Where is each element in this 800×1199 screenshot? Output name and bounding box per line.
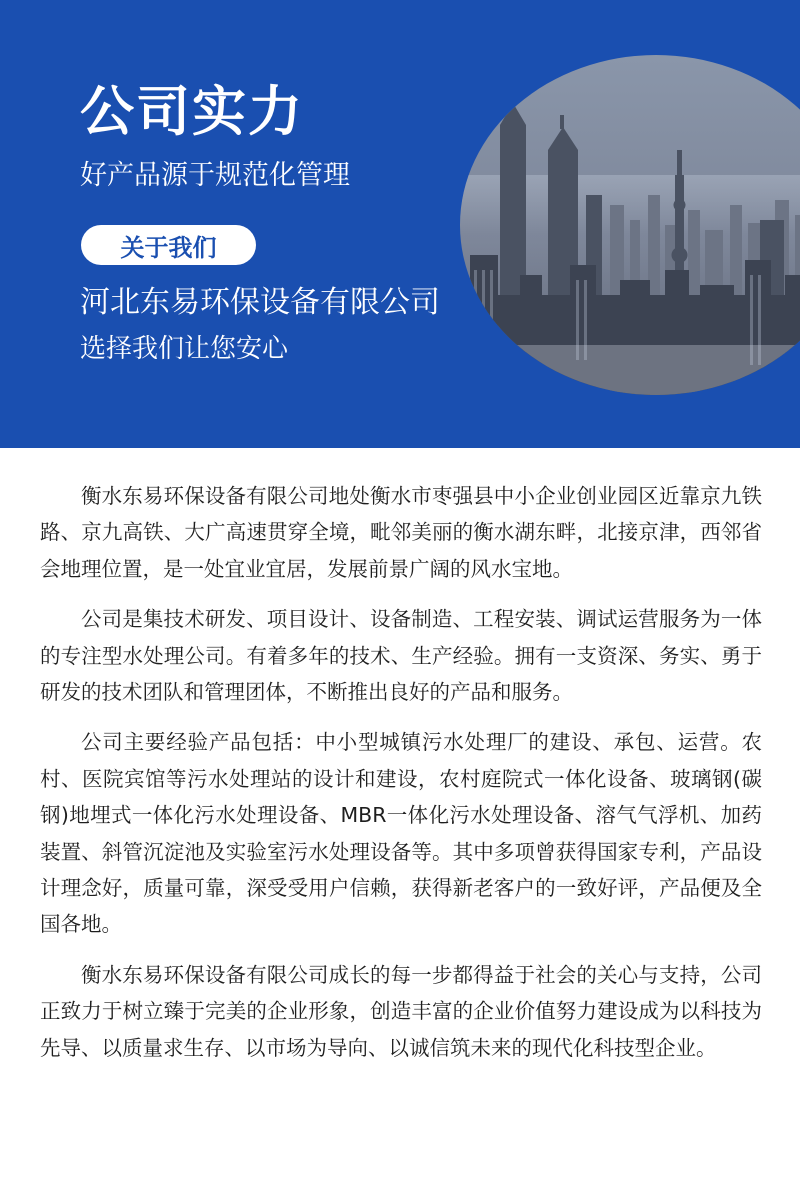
company-intro-content [40,478,762,1080]
intro-paragraph-products: 公司主要经验产品包括：中小型城镇污水处理厂的建设、承包、运营。农村、医院宾馆等污水处理站的设计和建设，农村庭院式一体化设备、玻璃钢(碳钢)地埋式一体化污水处理设备、MBR一体化污水处理设备、溶气气浮机、加药装置、斜管沉淀池及实验室污水处理设备等。其中多项曾获得国家专利，产品设计理念好，质量可靠，深受受用户信赖，获得新老客户的一致好评，产品便及全国各地。 [40,730,762,937]
intro-paragraph-location: 衡水东易环保设备有限公司地处衡水市枣强县中小企业创业园区近靠京九铁路、京九高铁、大广高速贯穿全境，毗邻美丽的衡水湖东畔，北接京津，西邻省会地理位置，是一处宜业宜居，发展前景广阔的风水宝地。 [40,484,762,581]
intro-paragraph-profile: 公司是集技术研发、项目设计、设备制造、工程安装、调试运营服务为一体的专注型水处理公司。有着多年的技术、生产经验。拥有一支资深、务实、勇于研发的技术团队和管理团体，不断推出良好的产品和服务。 [40,607,762,705]
hero-title: 公司实力 [80,80,304,143]
about-us-button[interactable]: 关于我们 [81,225,256,265]
city-skyline-image [460,55,800,395]
hero-banner [0,0,800,448]
intro-paragraph-mission: 衡水东易环保设备有限公司成长的每一步都得益于社会的关心与支持，公司正致力于树立臻于完美的企业形象，创造丰富的企业价值努力建设成为以科技为先导、以质量求生存、以市场为导向、以诚信筑未来的现代化科技型企业。 [40,962,762,1060]
hero-subtitle: 好产品源于规范化管理 [80,160,350,191]
city-skyline-illustration [460,55,800,395]
company-name: 河北东易环保设备有限公司 [80,285,440,320]
slogan: 选择我们让您安心 [80,334,289,364]
